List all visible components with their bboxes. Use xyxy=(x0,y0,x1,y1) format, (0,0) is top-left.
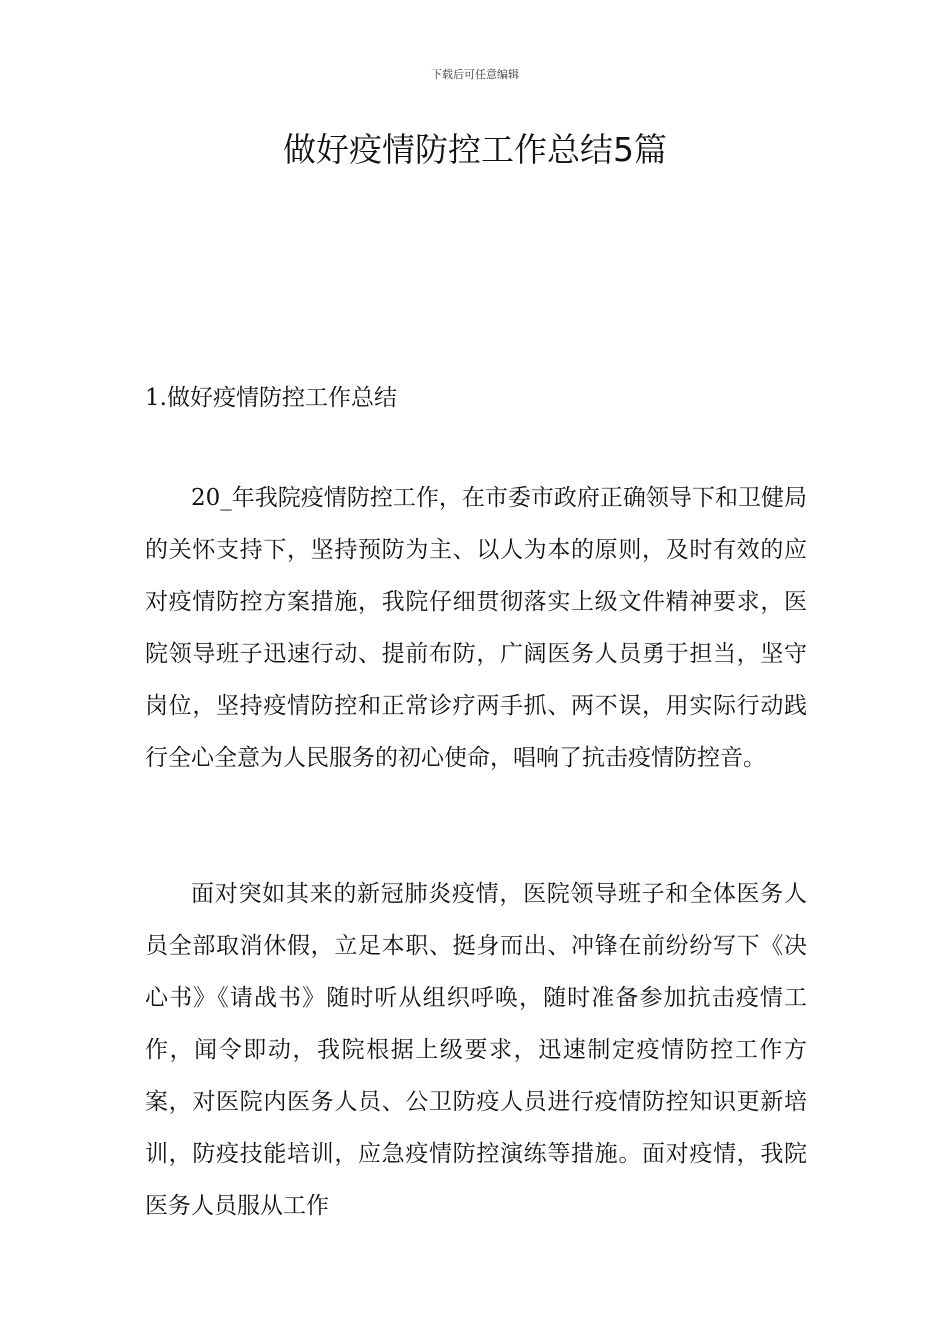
document-title: 做好疫情防控工作总结5篇 xyxy=(283,130,667,169)
paragraph-2: 面对突如其来的新冠肺炎疫情，医院领导班子和全体医务人员全部取消休假，立足本职、挺身而出、冲锋在前纷纷写下《决心书》《请战书》随时听从组织呼唤，随时准备参加抗击疫情工作，闻令即动，我院根据上级要求，迅速制定疫情防控工作方案，对医院内医务人员、公卫防疫人员进行疫情防控知识更新培训，防疫技能培训，应急疫情防控演练等措施。面对疫情，我院医务人员服从工作 xyxy=(145,881,807,1219)
section-heading: 1.做好疫情防控工作总结 xyxy=(145,385,397,411)
paragraph-1: 20_年我院疫情防控工作，在市委市政府正确领导下和卫健局的关怀支持下，坚持预防为主、以人为本的原则，及时有效的应对疫情防控方案措施，我院仔细贯彻落实上级文件精神要求，医院领导班子迅速行动、提前布防，广阔医务人员勇于担当，坚守岗位，坚持疫情防控和正常诊疗两手抓、两不误，用实际行动践行全心全意为人民服务的初心使命，唱响了抗击疫情防控音。 xyxy=(145,485,807,771)
header-note: 下载后可任意编辑 xyxy=(431,68,519,81)
